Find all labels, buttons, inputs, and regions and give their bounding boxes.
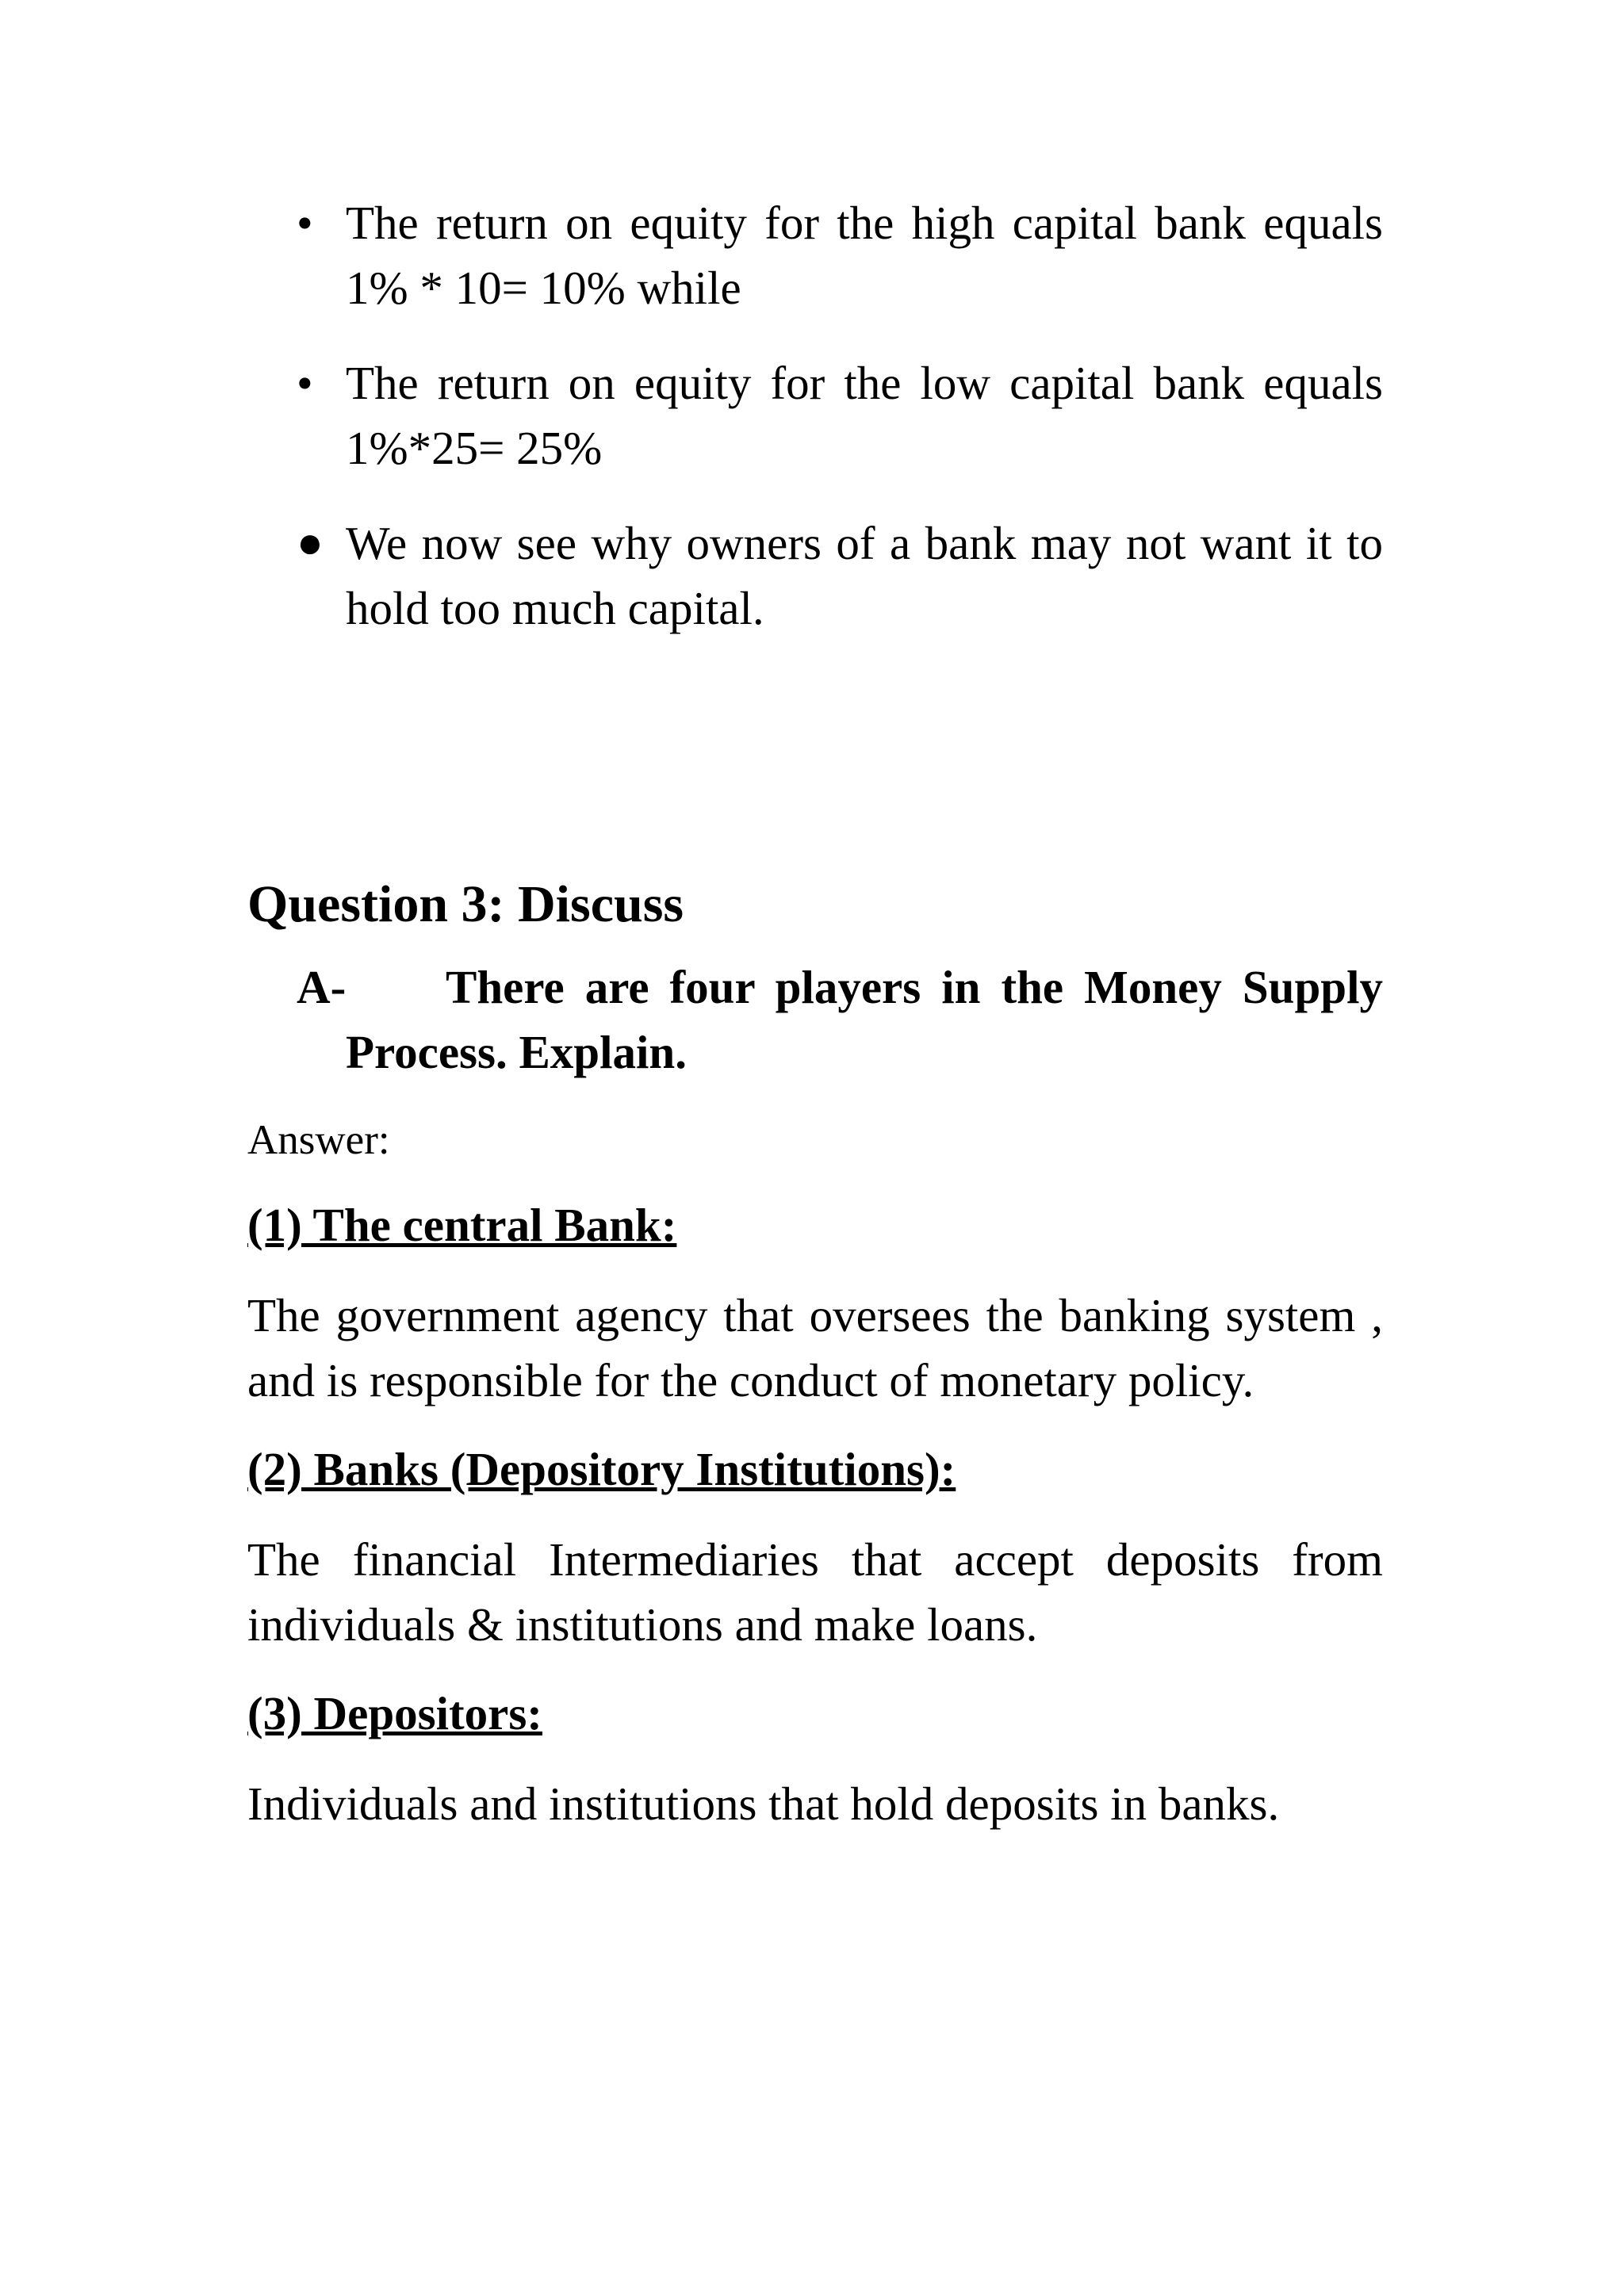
bullet-item (247, 190, 1383, 320)
sub-question-line2: Process. Explain. (346, 1026, 687, 1078)
bullet-icon: • (297, 357, 313, 409)
sub-question-line1: There are four players in the Money Supply (446, 961, 1383, 1013)
section-heading: (1) The central Bank: (247, 1199, 677, 1251)
section-body: The financial Intermediaries that accept deposits from individuals & institutions and make loans. (247, 1533, 1383, 1651)
section-spacer (247, 671, 1383, 869)
bullet-text: The return on equity for the low capital bank equals 1%*25= 25% (346, 357, 1383, 474)
question-title: Question 3: Discuss (247, 875, 684, 933)
section-body: The government agency that oversees the banking system , and is responsible for the conduct of monetary policy. (247, 1289, 1383, 1406)
bullet-list (247, 190, 1383, 641)
bullet-icon: ● (297, 519, 324, 568)
answer-label: Answer: (247, 1117, 390, 1163)
bullet-text: The return on equity for the high capital bank equals 1% * 10= 10% while (346, 197, 1383, 314)
sub-question-letter: A- (297, 961, 347, 1013)
section-heading: (2) Banks (Depository Institutions): (247, 1443, 956, 1495)
sub-question (247, 955, 1383, 1085)
bullet-item (247, 511, 1383, 641)
page-content (247, 190, 1383, 1860)
bullet-text: We now see why owners of a bank may not want it to hold too much capital. (346, 517, 1383, 634)
bullet-icon: • (297, 197, 313, 249)
section-heading: (3) Depositors: (247, 1687, 542, 1739)
bullet-item (247, 350, 1383, 480)
section-body: Individuals and institutions that hold deposits in banks. (247, 1777, 1280, 1830)
